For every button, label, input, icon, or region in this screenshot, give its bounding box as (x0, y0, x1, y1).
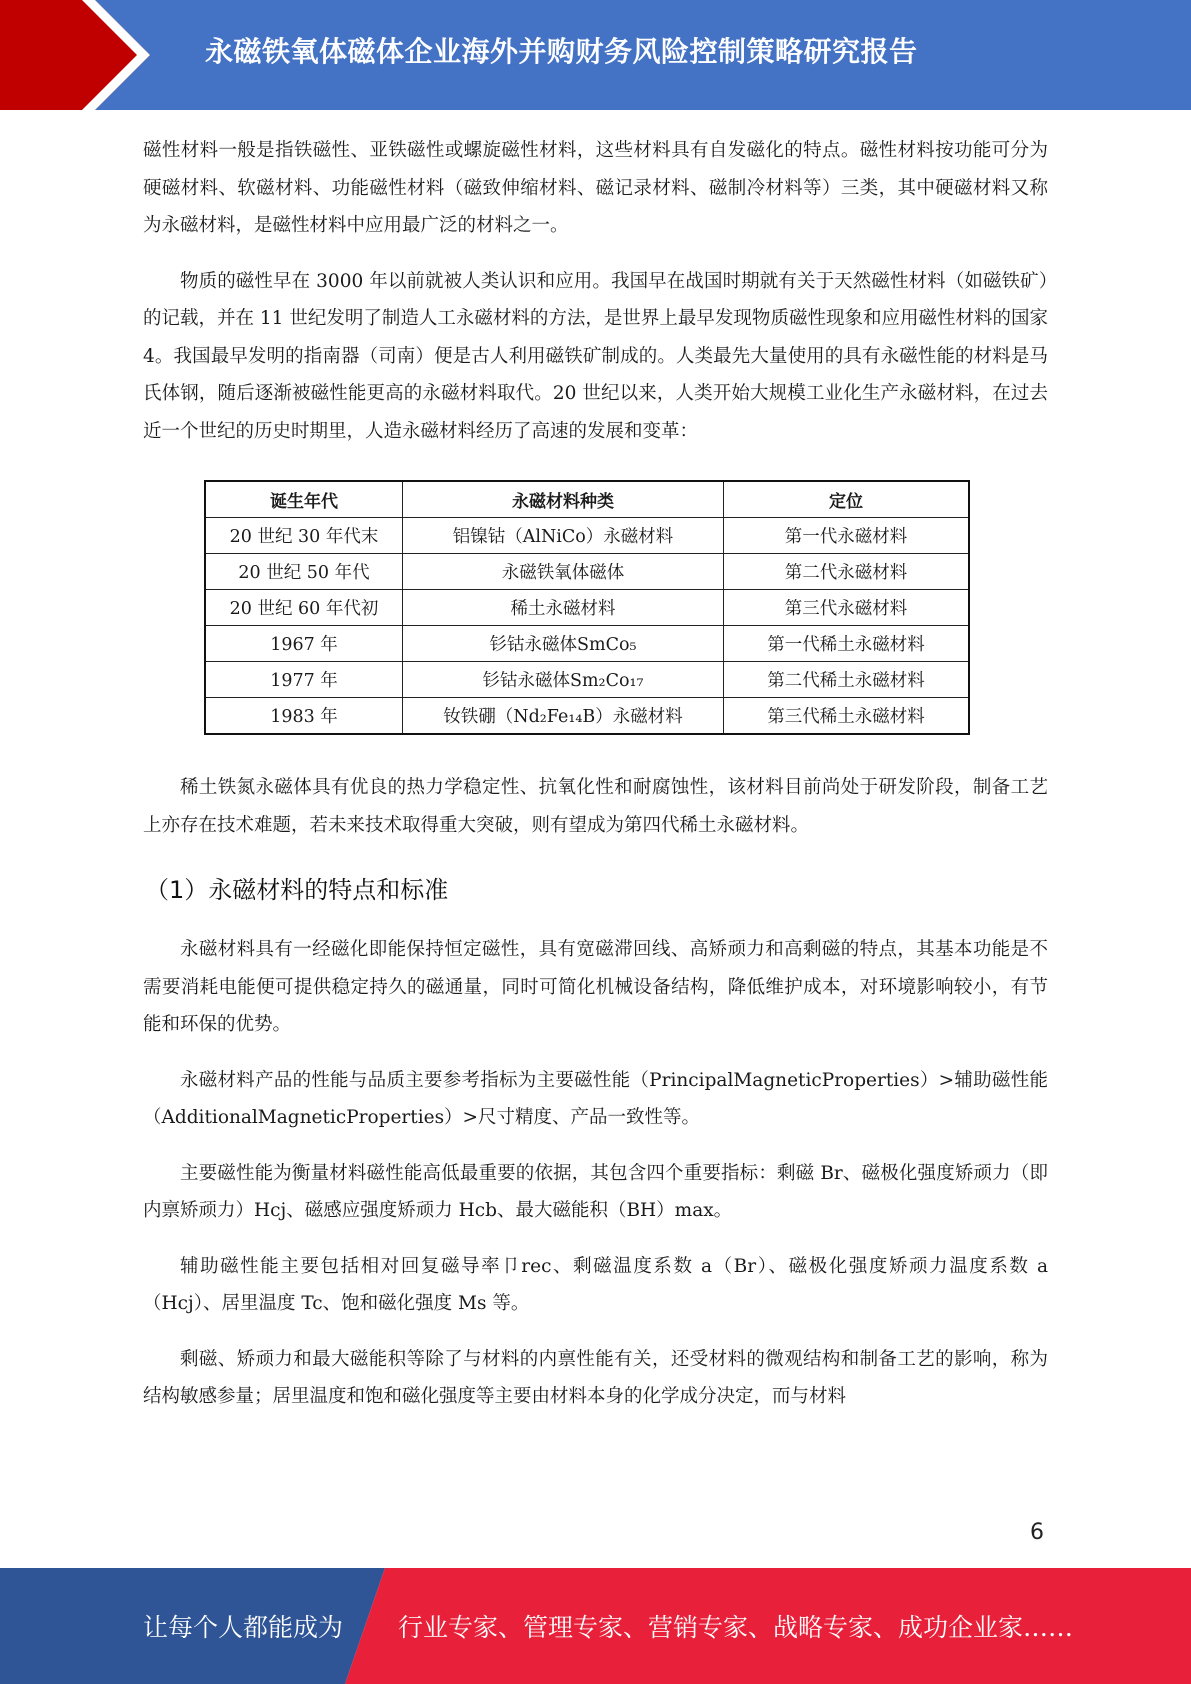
table-row (205, 698, 969, 735)
paragraph-characteristics: 永磁材料具有一经磁化即能保持恒定磁性，具有宽磁滞回线、高矫顽力和高剩磁的特点，其基本功能是不需要消耗电能便可提供稳定持久的磁通量，同时可简化机械设备结构，降低维护成本，对环境影响较小，有节能和环保的优势。 (143, 939, 1048, 1035)
table-row (205, 590, 969, 626)
table-cell: 1967 年 (205, 626, 403, 662)
paragraph-history: 物质的磁性早在 3000 年以前就被人类认识和应用。我国早在战国时期就有关于天然磁性材料（如磁铁矿）的记载，并在 11 世纪发明了制造人工永磁材料的方法，是世界上最早发现物质磁性现象和应用磁性材料的国家 4。我国最早发明的指南器（司南）便是古人利用磁铁矿制成的。人类最先大量使用的具有永磁性能的材料是马氏体钢，随后逐渐被磁性能更高的永磁材料取代。20 世纪以来，人类开始大规模工业化生产永磁材料，在过去近一个世纪的历史时期里，人造永磁材料经历了高速的发展和变革： (143, 270, 1048, 442)
table-cell: 钐钴永磁体SmCo₅ (403, 626, 724, 662)
table-header-row (205, 481, 969, 518)
paragraph-magnetic-materials: 磁性材料一般是指铁磁性、亚铁磁性或螺旋磁性材料，这些材料具有自发磁化的特点。磁性材料按功能可分为硬磁材料、软磁材料、功能磁性材料（磁致伸缩材料、磁记录材料、磁制冷材料等）三类，其中硬磁材料又称为永磁材料，是磁性材料中应用最广泛的材料之一。 (143, 140, 1048, 236)
table-cell: 钕铁硼（Nd₂Fe₁₄B）永磁材料 (403, 698, 724, 735)
table-cell: 20 世纪 60 年代初 (205, 590, 403, 626)
paragraph-principal-properties: 主要磁性能为衡量材料磁性能高低最重要的依据，其包含四个重要指标：剩磁 Br、磁极化强度矫顽力（即内禀矫顽力）Hcj、磁感应强度矫顽力 Hcb、最大磁能积（BH）max。 (143, 1162, 1048, 1221)
table-cell: 第二代稀土永磁材料 (724, 662, 970, 698)
page-footer (0, 1568, 1191, 1684)
table-header-cell: 诞生年代 (205, 481, 403, 518)
table-header-cell: 永磁材料种类 (403, 481, 724, 518)
table-header-cell: 定位 (724, 481, 970, 518)
permanent-magnet-generations-table (204, 480, 970, 735)
page-number: 6 (1030, 1520, 1044, 1545)
paragraph-quality-indicators: 永磁材料产品的性能与品质主要参考指标为主要磁性能（PrincipalMagneticProperties）>辅助磁性能（AdditionalMagneticProperties）>尺寸精度、产品一致性等。 (143, 1069, 1048, 1128)
footer-slogan-left: 让每个人都能成为 (143, 1613, 344, 1642)
page-header (0, 0, 1191, 110)
table-row (205, 518, 969, 554)
table-cell: 第二代永磁材料 (724, 554, 970, 590)
table-cell: 20 世纪 50 年代 (205, 554, 403, 590)
table-row (205, 662, 969, 698)
table-cell: 20 世纪 30 年代末 (205, 518, 403, 554)
generations-table-wrapper (204, 480, 1048, 735)
main-content (143, 132, 1048, 1416)
table-cell: 铝镍钴（AlNiCo）永磁材料 (403, 518, 724, 554)
table-cell: 1983 年 (205, 698, 403, 735)
table-cell: 钐钴永磁体Sm₂Co₁₇ (403, 662, 724, 698)
table-cell: 第三代稀土永磁材料 (724, 698, 970, 735)
table-cell: 1977 年 (205, 662, 403, 698)
section-heading: （1）永磁材料的特点和标准 (145, 876, 449, 904)
paragraph-structure-sensitive: 剩磁、矫顽力和最大磁能积等除了与材料的内禀性能有关，还受材料的微观结构和制备工艺的影响，称为结构敏感参量；居里温度和饱和磁化强度等主要由材料本身的化学成分决定，而与材料 (143, 1348, 1048, 1407)
table-cell: 第一代稀土永磁材料 (724, 626, 970, 662)
paragraph-rare-earth-iron-nitrogen: 稀土铁氮永磁体具有优良的热力学稳定性、抗氧化性和耐腐蚀性，该材料目前尚处于研发阶段，制备工艺上亦存在技术难题，若未来技术取得重大突破，则有望成为第四代稀土永磁材料。 (143, 777, 1048, 836)
footer-slogan-right: 行业专家、管理专家、营销专家、战略专家、成功企业家…… (398, 1613, 1074, 1642)
table-row (205, 626, 969, 662)
document-title: 永磁铁氧体磁体企业海外并购财务风险控制策略研究报告 (205, 35, 918, 68)
table-row (205, 554, 969, 590)
table-cell: 永磁铁氧体磁体 (403, 554, 724, 590)
table-cell: 第三代永磁材料 (724, 590, 970, 626)
table-cell: 第一代永磁材料 (724, 518, 970, 554)
table-cell: 稀土永磁材料 (403, 590, 724, 626)
paragraph-additional-properties: 辅助磁性能主要包括相对回复磁导率卩rec、剩磁温度系数 a（Br）、磁极化强度矫顽力温度系数 a（Hcj）、居里温度 Tc、饱和磁化强度 Ms 等。 (143, 1255, 1048, 1314)
